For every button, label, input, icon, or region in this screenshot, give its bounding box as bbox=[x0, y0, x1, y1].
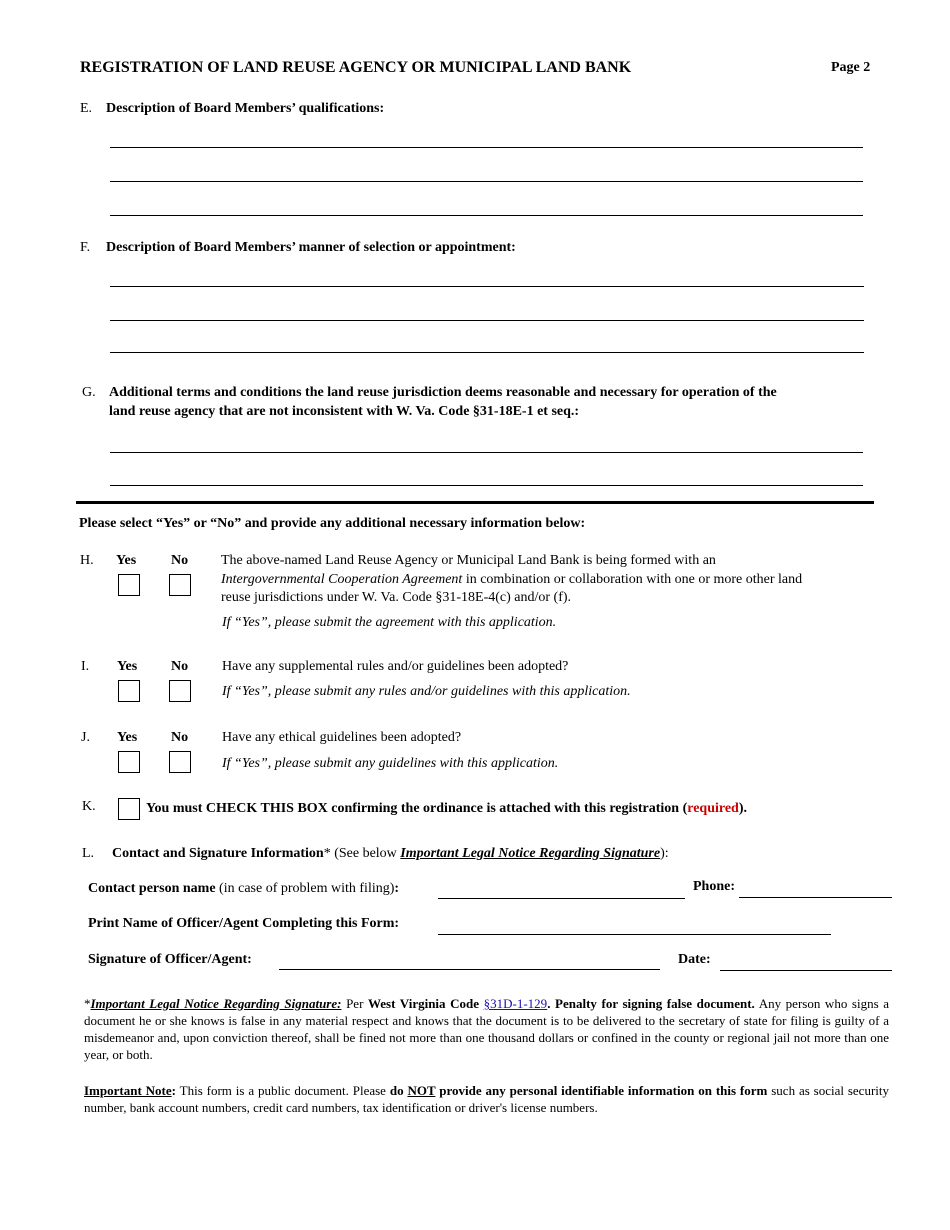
section-i-yes-checkbox[interactable] bbox=[118, 680, 140, 702]
yes-no-instructions: Please select “Yes” or “No” and provide any additional necessary information below: bbox=[79, 516, 586, 531]
contact-person-field[interactable] bbox=[438, 879, 685, 899]
section-j-no-checkbox[interactable] bbox=[169, 751, 191, 773]
section-h-no-label: No bbox=[171, 553, 189, 568]
section-h-text-line2-rest: in combination or collaboration with one or more other land bbox=[462, 572, 803, 587]
ordinance-attached-checkbox[interactable] bbox=[118, 798, 140, 820]
signature-label: Signature of Officer/Agent: bbox=[88, 952, 252, 967]
legal-notice-title: Important Legal Notice Regarding Signature: bbox=[90, 996, 342, 1011]
contact-label-paren: (in case of problem with filing) bbox=[215, 881, 395, 896]
section-h-no-checkbox[interactable] bbox=[169, 574, 191, 596]
section-l-title: Contact and Signature Information bbox=[112, 846, 324, 861]
section-e-letter: E. bbox=[80, 101, 93, 116]
important-note-text2: such as social security number, bank account numbers, credit card numbers, tax identification or driver's license numbers. bbox=[84, 1083, 890, 1115]
section-i-note: If “Yes”, please submit any rules and/or guidelines with this application. bbox=[222, 684, 631, 699]
officer-name-label: Print Name of Officer/Agent Completing this Form: bbox=[88, 916, 400, 931]
section-e-line-2[interactable] bbox=[110, 181, 863, 182]
section-h-text-line3: reuse jurisdictions under W. Va. Code §31-18E-4(c) and/or (f). bbox=[221, 590, 572, 605]
important-note-bold1: do bbox=[389, 1083, 408, 1098]
legal-notice-reference: Important Legal Notice Regarding Signature bbox=[400, 846, 661, 861]
section-k-instruction: You must CHECK THIS BOX confirming the ordinance is attached with this registration ( bbox=[146, 801, 688, 816]
section-g-letter: G. bbox=[82, 385, 96, 400]
section-e-line-1[interactable] bbox=[110, 147, 863, 148]
section-h-text-line1: The above-named Land Reuse Agency or Municipal Land Bank is being formed with an bbox=[221, 553, 716, 568]
section-f-line-1[interactable] bbox=[110, 286, 864, 287]
section-i-yes-label: Yes bbox=[117, 659, 138, 674]
section-f-line-3[interactable] bbox=[110, 352, 864, 353]
section-f-line-2[interactable] bbox=[110, 320, 864, 321]
contact-label-colon: : bbox=[394, 881, 400, 896]
date-field[interactable] bbox=[720, 950, 892, 971]
section-h-text-line2 bbox=[221, 572, 802, 588]
section-divider bbox=[76, 501, 874, 504]
important-note-title: Important Note bbox=[84, 1083, 172, 1098]
form-title: REGISTRATION OF LAND REUSE AGENCY OR MUNICIPAL LAND BANK bbox=[80, 59, 632, 76]
legal-notice-penalty: . Penalty for signing false document. bbox=[547, 996, 755, 1011]
section-k-close: ). bbox=[738, 801, 748, 816]
section-f-letter: F. bbox=[80, 240, 91, 255]
section-g-label-line2: land reuse agency that are not inconsistent with W. Va. Code §31-18E-1 et seq.: bbox=[109, 404, 580, 419]
code-section-link[interactable]: §31D-1-129 bbox=[483, 996, 548, 1011]
legal-notice-asterisk: * bbox=[84, 996, 91, 1011]
section-h-yes-label: Yes bbox=[116, 553, 137, 568]
section-e-line-3[interactable] bbox=[110, 215, 863, 216]
contact-label-main: Contact person name bbox=[88, 881, 216, 896]
section-l-heading bbox=[112, 846, 669, 862]
section-k-letter: K. bbox=[82, 799, 96, 814]
section-f-label: Description of Board Members’ manner of selection or appointment: bbox=[106, 240, 516, 255]
important-note-bold2: provide any personal identifiable information on this form bbox=[435, 1083, 768, 1098]
legal-notice-body: Any person who signs a document he or she knows is false in any material respect and knows that the document is to be delivered to the secretary of state for filing is guilty of a misdemeanor and, upon conviction thereof, shall be fined not more than one thousand dollars or confined in the county or regional jail not more than one year, or both. bbox=[84, 996, 890, 1062]
important-note-paragraph bbox=[84, 1082, 889, 1116]
section-l-asterisk-text: * (See below bbox=[323, 846, 401, 861]
section-h-letter: H. bbox=[80, 553, 94, 568]
legal-notice-per: Per bbox=[341, 996, 368, 1011]
section-j-yes-label: Yes bbox=[117, 730, 138, 745]
agreement-name: Intergovernmental Cooperation Agreement bbox=[221, 572, 463, 587]
section-h-yes-checkbox[interactable] bbox=[118, 574, 140, 596]
legal-notice-code: West Virginia Code bbox=[368, 996, 480, 1011]
section-i-no-checkbox[interactable] bbox=[169, 680, 191, 702]
phone-label: Phone: bbox=[693, 879, 735, 894]
section-h-note: If “Yes”, please submit the agreement with this application. bbox=[222, 615, 557, 630]
section-j-letter: J. bbox=[81, 730, 90, 745]
section-i-letter: I. bbox=[81, 659, 90, 674]
section-i-no-label: No bbox=[171, 659, 189, 674]
section-i-question: Have any supplemental rules and/or guidelines been adopted? bbox=[222, 659, 569, 674]
section-j-question: Have any ethical guidelines been adopted? bbox=[222, 730, 462, 745]
section-k-text bbox=[146, 801, 747, 817]
legal-notice-paragraph bbox=[84, 995, 889, 1063]
section-g-line-2[interactable] bbox=[110, 485, 863, 486]
section-g-line-1[interactable] bbox=[110, 452, 863, 453]
phone-field[interactable] bbox=[739, 879, 892, 898]
section-j-no-label: No bbox=[171, 730, 189, 745]
section-j-yes-checkbox[interactable] bbox=[118, 751, 140, 773]
section-e-label: Description of Board Members’ qualifications: bbox=[106, 101, 385, 116]
section-j-note: If “Yes”, please submit any guidelines with this application. bbox=[222, 756, 559, 771]
required-label: required bbox=[687, 801, 739, 816]
section-g-label-line1: Additional terms and conditions the land reuse jurisdiction deems reasonable and necessary for operation of the bbox=[109, 385, 777, 400]
section-l-close: ): bbox=[660, 846, 669, 861]
contact-person-label bbox=[88, 881, 399, 897]
page-number: Page 2 bbox=[831, 60, 871, 75]
officer-name-field[interactable] bbox=[438, 914, 831, 935]
important-note-text1: This form is a public document. Please bbox=[176, 1083, 390, 1098]
important-note-colon: : bbox=[171, 1083, 176, 1098]
date-label: Date: bbox=[678, 952, 711, 967]
section-l-letter: L. bbox=[82, 846, 95, 861]
signature-field[interactable] bbox=[279, 950, 660, 970]
important-note-not: NOT bbox=[407, 1083, 436, 1098]
